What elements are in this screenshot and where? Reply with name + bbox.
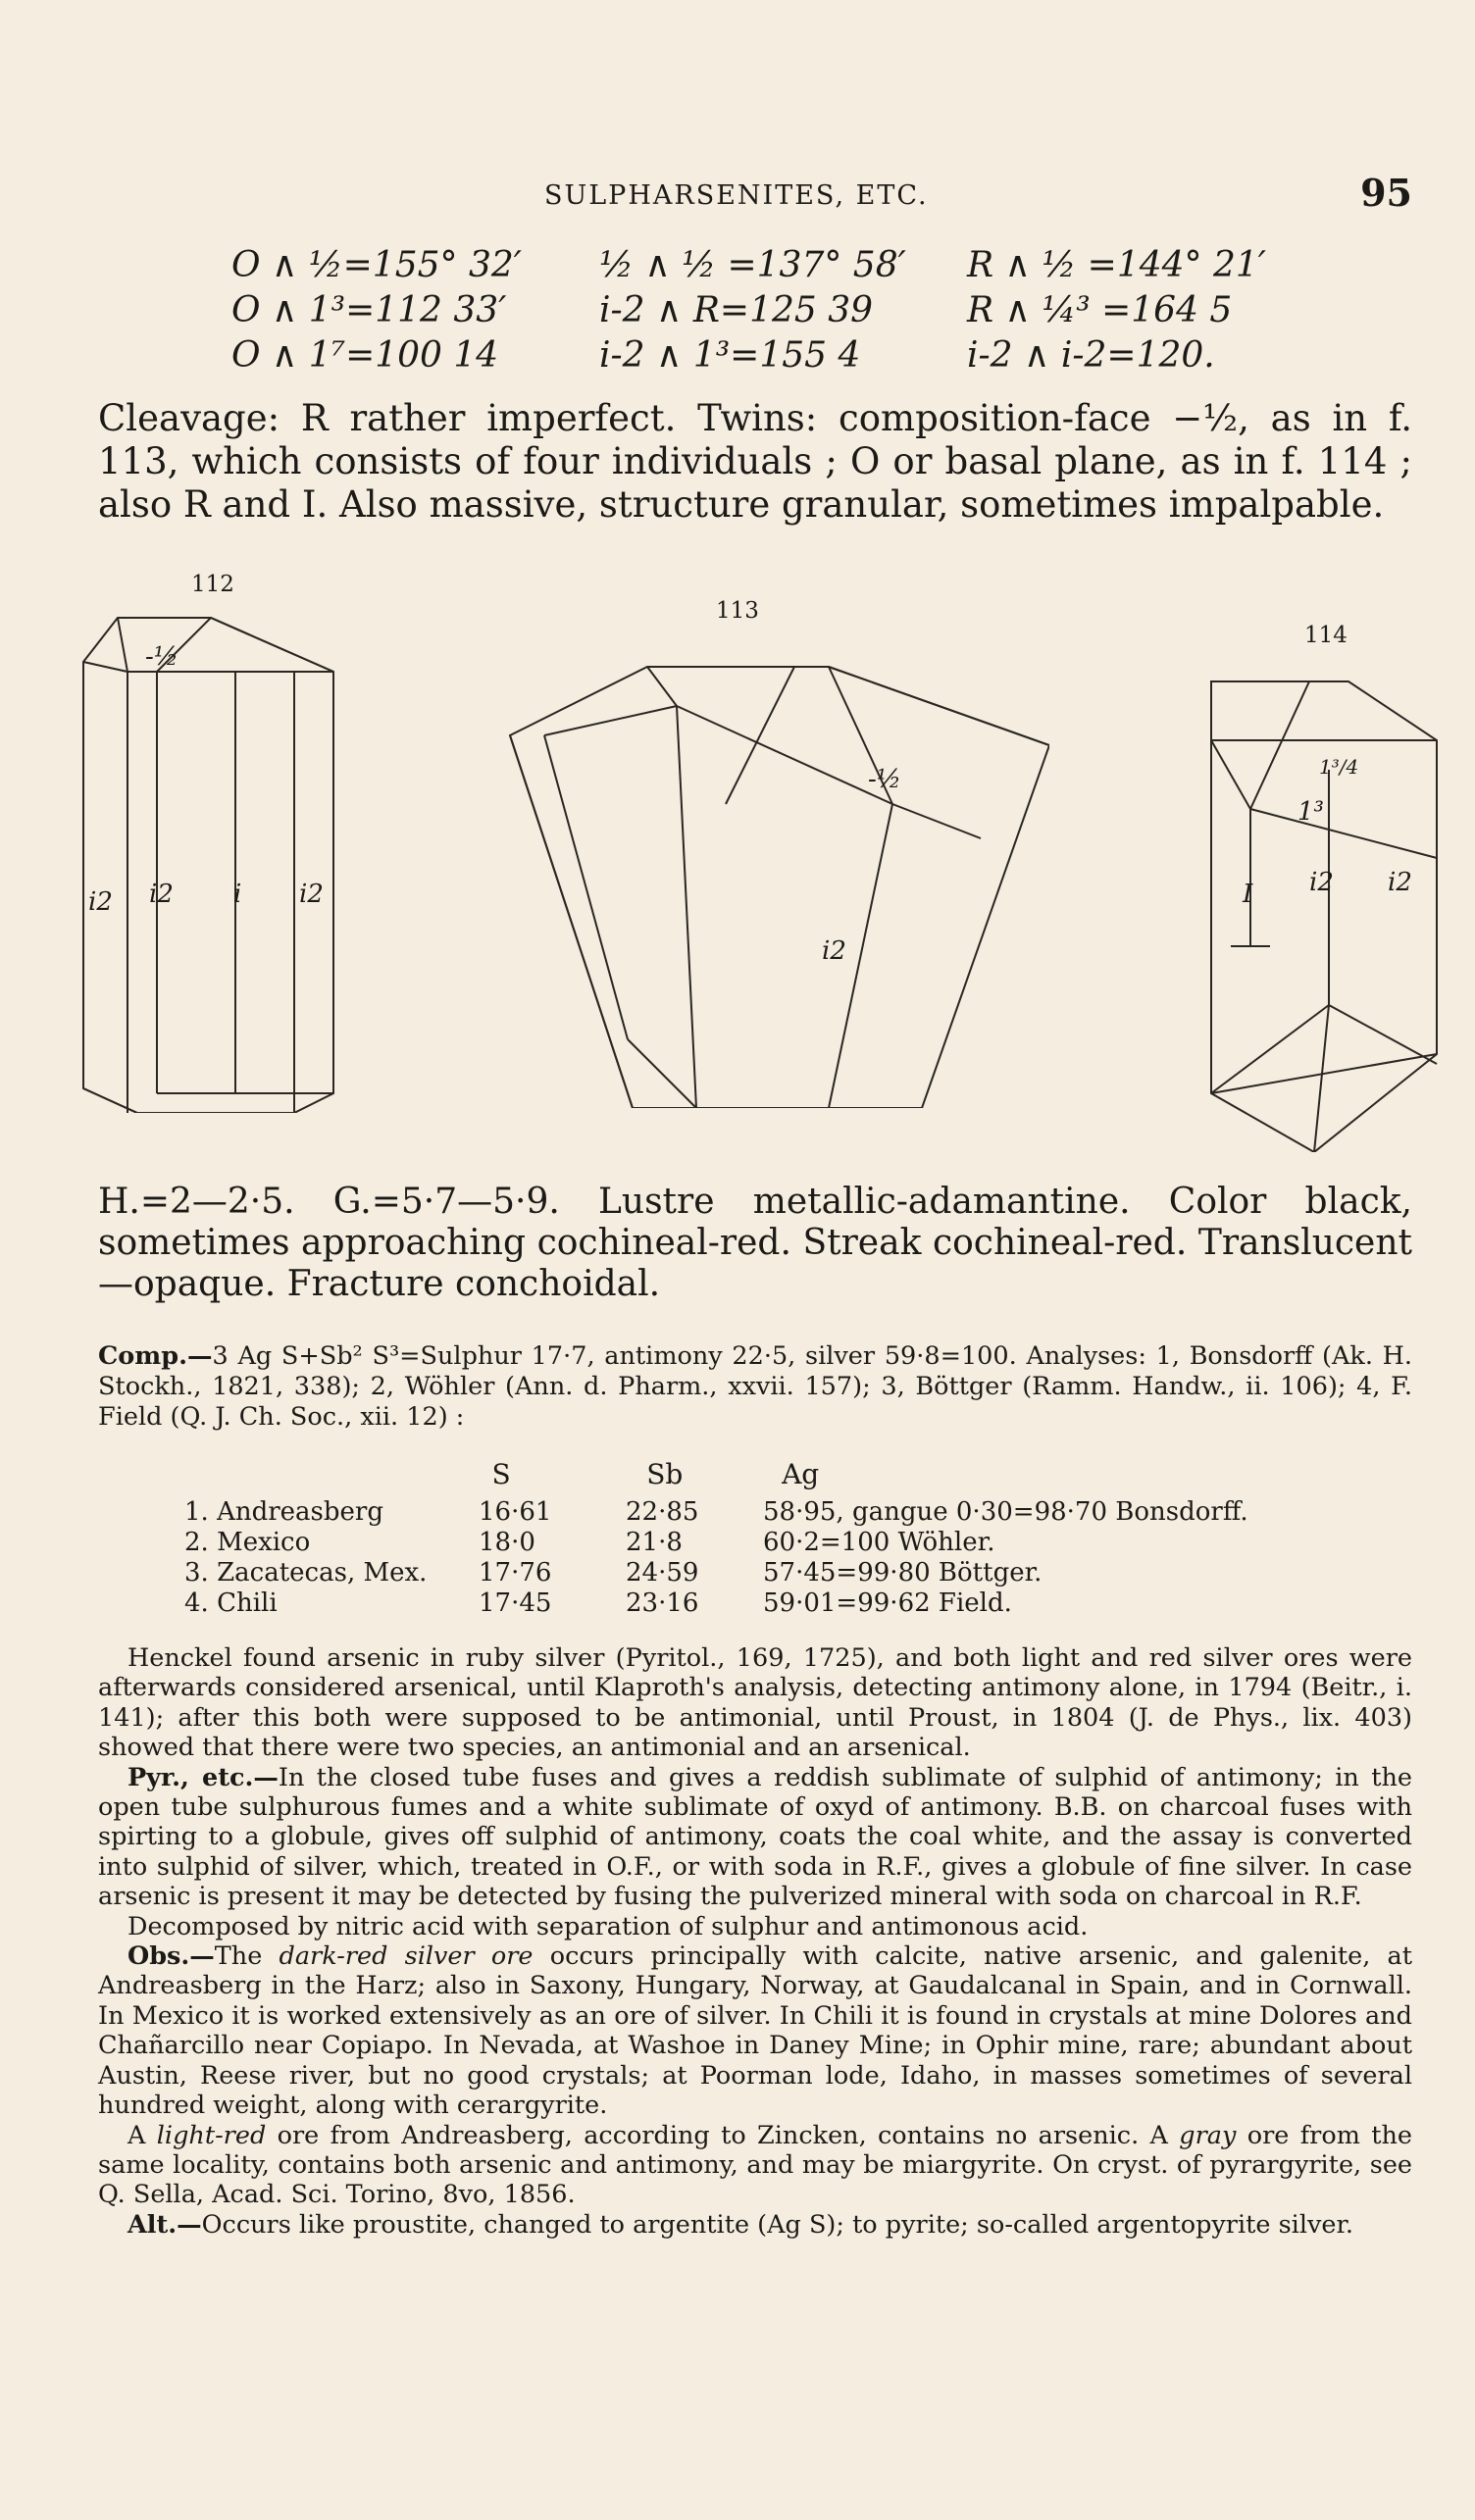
body-text <box>98 1643 1412 2240</box>
section-lead: Alt.— <box>127 2209 202 2240</box>
table-cell: 21·8 <box>626 1528 683 1557</box>
table-cell: 1. Andreasberg <box>184 1497 383 1527</box>
angle-row <box>231 243 1340 288</box>
obs-pre: The <box>214 1941 280 1972</box>
face-label: i2 <box>822 936 846 966</box>
table-cell: 4. Chili <box>184 1588 278 1618</box>
figure-number: 114 <box>1304 623 1348 648</box>
crystal-drawing-113 <box>500 598 1049 1108</box>
table-cell: 3. Zacatecas, Mex. <box>184 1558 428 1588</box>
table-cell: 16·61 <box>479 1497 552 1527</box>
table-cell: 57·45=99·80 Böttger. <box>763 1558 1043 1588</box>
table-cell: 60·2=100 Wöhler. <box>763 1528 995 1557</box>
angle-cell: R ∧ ¼³ =164 5 <box>967 290 1233 330</box>
decomposed-paragraph: Decomposed by nitric acid with separation of sulphur and antimonous acid. <box>127 1911 1089 1941</box>
table-cell: 58·95, gangue 0·30=98·70 Bonsdorff. <box>763 1497 1248 1527</box>
angle-cell: i-2 ∧ 1³=155 4 <box>599 335 861 376</box>
obs-text: occurs principally with calcite, native arsenic, and galenite, at Andreasberg in the Harz; also in Saxony, Hungary, Norway, at Gaudalcanal in Spain, and in Cornwall. In Mexico it is worked extensively as an ore of silver. In Chili it is found in crystals at mine Dolores and Chañarcillo near Copiapo. In Nevada, at Washoe in Daney Mine; in Ophir mine, rare; abundant about Austin, Reese river, but no good crystals; at Poorman lode, Idaho, in masses sometimes of several hundred weight, along with cerargyrite. <box>98 1941 1412 2121</box>
angle-cell: R ∧ ½ =144° 21′ <box>967 245 1266 285</box>
physical-properties: H.=2—2·5. G.=5·7—5·9. Lustre metallic-adamantine. Color black, sometimes approaching cochineal-red. Streak cochineal-red. Translucent —opaque. Fracture conchoidal. <box>98 1182 1412 1304</box>
face-label: -½ <box>145 642 178 672</box>
face-label: -½ <box>868 765 901 794</box>
table-cell: 2. Mexico <box>184 1528 311 1557</box>
figure-number: 113 <box>716 598 759 624</box>
table-row <box>184 1497 1361 1528</box>
light-red-paragraph <box>98 2121 1412 2210</box>
header-cell: S <box>491 1458 511 1490</box>
table-cell: 23·16 <box>626 1588 699 1618</box>
figure-112 <box>69 564 363 1113</box>
table-row <box>184 1588 1361 1619</box>
alt-paragraph <box>98 2210 1412 2240</box>
lightred-mid: ore from Andreasberg, according to Zincken, contains no arsenic. A <box>266 2120 1180 2150</box>
lightred-term: light-red <box>156 2120 267 2150</box>
obs-term: dark-red silver ore <box>279 1941 534 1972</box>
composition-text: 3 Ag S+Sb² S³=Sulphur 17·7, antimony 22·5, silver 59·8=100. Analyses: 1, Bonsdorff (Ak. H. Stockh., 1821, 338); 2, Wöhler (Ann. d. Pharm., xxvii. 157); 3, Böttger (Ramm. Handw., ii. 106); 4, F. Field (Q. J. Ch. Soc., xii. 12) : <box>98 1341 1412 1432</box>
header-cell: Ag <box>782 1458 820 1490</box>
crystal-figures <box>59 564 1432 1152</box>
face-label: i2 <box>88 887 113 917</box>
angle-cell: O ∧ 1⁷=100 14 <box>231 335 499 376</box>
lightred-pre: A <box>127 2120 157 2150</box>
table-cell: 22·85 <box>626 1497 699 1527</box>
section-lead: Pyr., etc.— <box>127 1762 279 1792</box>
table-cell: 18·0 <box>479 1528 535 1557</box>
face-label: i <box>233 880 242 909</box>
face-label: 1³ <box>1297 797 1324 827</box>
analyses-table <box>184 1459 1361 1619</box>
angle-cell: O ∧ ½=155° 32′ <box>231 245 522 285</box>
table-cell: 17·76 <box>479 1558 552 1588</box>
table-cell: 17·45 <box>479 1588 552 1618</box>
crystal-drawing-112 <box>69 564 363 1113</box>
pyr-paragraph <box>98 1763 1412 1912</box>
table-row <box>184 1528 1361 1558</box>
header-cell <box>184 1459 474 1489</box>
cleavage-paragraph: Cleavage: R rather imperfect. Twins: composition-face −½, as in f. 113, which consists of four individuals ; O or basal plane, as in f. 114 ; also R and I. Also massive, structure granular, sometimes impalpable. <box>98 397 1412 526</box>
face-label: I <box>1243 880 1253 909</box>
figure-113 <box>500 598 1049 1108</box>
table-header <box>184 1459 1361 1489</box>
composition-paragraph <box>98 1341 1412 1433</box>
face-label: i2 <box>149 880 174 909</box>
section-lead: Obs.— <box>127 1941 215 1972</box>
angle-row <box>231 333 1340 378</box>
pyr-text: In the closed tube fuses and gives a reddish sublimate of sulphid of antimony; in the open tube sulphurous fumes and a white sublimate of oxyd of antimony. B.B. on charcoal fuses with spirting to a globule, gives off sulphid of antimony, coats the coal white, and the assay is converted into sulphid of silver, which, treated in O.F., or with soda in R.F., gives a globule of fine silver. In case arsenic is present it may be detected by fusing the pulverized mineral with soda on charcoal in R.F. <box>98 1762 1412 1912</box>
table-cell: 24·59 <box>626 1558 699 1588</box>
section-lead: Comp.— <box>98 1341 213 1371</box>
angle-table <box>231 243 1340 378</box>
angle-cell: i-2 ∧ R=125 39 <box>599 290 874 330</box>
angle-cell: i-2 ∧ i-2=120. <box>967 335 1215 376</box>
angle-row <box>231 288 1340 333</box>
face-label: i2 <box>1309 868 1334 897</box>
face-label: i2 <box>299 880 324 909</box>
header-cell: Sb <box>646 1458 684 1490</box>
table-row <box>184 1558 1361 1588</box>
figure-114 <box>1152 623 1456 1152</box>
face-label: i2 <box>1388 868 1412 897</box>
angle-cell: O ∧ 1³=112 33′ <box>231 290 507 330</box>
page-header <box>98 171 1412 224</box>
running-head: SULPHARSENITES, ETC. <box>544 180 929 211</box>
figure-number: 112 <box>191 572 234 597</box>
obs-paragraph <box>98 1941 1412 2120</box>
table-cell: 59·01=99·62 Field. <box>763 1588 1012 1618</box>
alt-text: Occurs like proustite, changed to argentite (Ag S); to pyrite; so-called argentopyrite silver. <box>201 2209 1353 2240</box>
lightred-term2: gray <box>1179 2120 1237 2150</box>
henckel-paragraph: Henckel found arsenic in ruby silver (Pyritol., 169, 1725), and both light and red silver ores were afterwards considered arsenical, until Klaproth's analysis, detecting antimony alone, in 1794 (Beitr., i. 141); after this both were supposed to be antimonial, until Proust, in 1804 (J. de Phys., lix. 403) showed that there were two species, an antimonial and an arsenical. <box>98 1643 1412 1763</box>
page-number: 95 <box>1360 171 1412 215</box>
lightred-text: ore from the same locality, contains both arsenic and antimony, and may be miargyrite. On cryst. of pyrargyrite, see Q. Sella, Acad. Sci. Torino, 8vo, 1856. <box>98 2120 1412 2210</box>
face-label: 1³/4 <box>1319 755 1359 779</box>
angle-cell: ½ ∧ ½ =137° 58′ <box>599 245 906 285</box>
